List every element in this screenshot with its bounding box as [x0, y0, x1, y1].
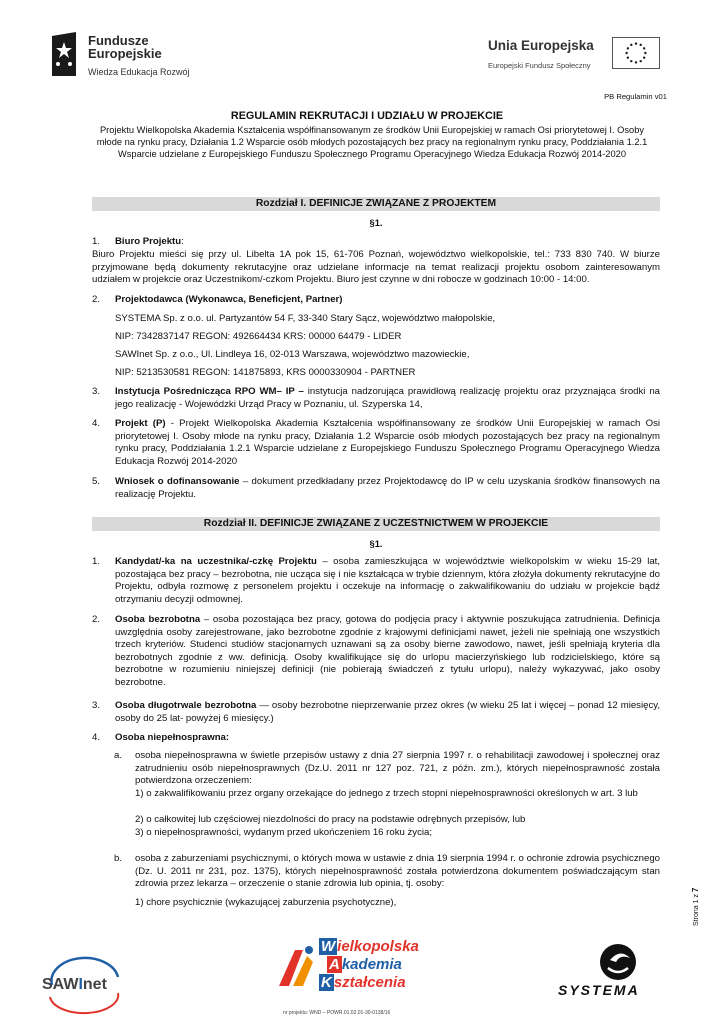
item-term: Instytucja Pośrednicząca RPO WM– IP – [115, 386, 304, 397]
item-text: instytucja nadzorująca prawidłową realizację projektu oraz przyznająca środki na jego realizację - Wojewódzki Urząd Pracy w Poznaniu, ul. Szyperska 14, [115, 386, 660, 410]
sawi-part-1: SAW [42, 976, 79, 993]
line-text: 1) chore psychicznie (wykazującej zaburzenia psychotyczne), [135, 897, 397, 908]
line-text: SAWInet Sp. z o.o., Ul. Lindleya 16, 02-013 Warszawa, województwo mazowieckie, [115, 349, 470, 360]
systema-wordmark: SYSTEMA [558, 982, 640, 998]
section1-heading: Rozdział I. DEFINICJE ZWIĄZANE Z PROJEKTEM [92, 197, 660, 211]
page-of: z [693, 894, 700, 898]
page-number: 1 [693, 899, 700, 904]
sawinet-logo [34, 955, 134, 1015]
section1-paragraph-mark: §1. [369, 218, 383, 228]
unia-europejska-logo [488, 40, 678, 80]
line-text: NIP: 7342837147 REGON: 492664434 KRS: 00000 64479 - LIDER [115, 331, 402, 342]
wak-a: A [329, 956, 340, 973]
wak-line-2 [319, 956, 419, 974]
item-number: 4. [92, 732, 101, 743]
wielkopolska-akademia-logo [273, 938, 453, 1008]
section2-heading: Rozdział II. DEFINICJE ZWIĄZANE Z UCZESTNICTWEM W PROJEKCIE [92, 517, 660, 531]
wak-w-rest: ielkopolska [337, 938, 419, 955]
item-number: 4. [92, 418, 101, 429]
systema-logo [550, 940, 685, 1002]
item-term: Osoba bezrobotna [115, 614, 201, 625]
fe-star-icon [48, 30, 80, 78]
item-number: 3. [92, 386, 101, 397]
sawi-part-3: net [82, 976, 107, 993]
item-text: - Projekt Wielkopolska Akademia Kształcenia współfinansowany ze środków Unii Europejskiej w ramach Osi priorytetowej I. Osoby młode na rynku pracy, Działania 1.2 Wsparcie osób młodych pozostających bez pracy na regionalnym rynku pracy, Poddziałania 1.2.1 Wsparcie udzielane z Europejskiego Funduszu Społecznego Programu Operacyjnego Wiedza Edukacja Rozwój 2014-2020 [115, 418, 660, 467]
item-term: Projektodawca (Wykonawca, Beneficjent, Partner) [115, 294, 343, 305]
fe-line1: Fundusze [88, 33, 149, 48]
document-title: REGULAMIN REKRUTACJI I UDZIAŁU W PROJEKCIE [230, 110, 504, 122]
item-number: 1. [92, 556, 101, 567]
item-text: – osoba pozostająca bez pracy, gotowa do podjęcia pracy i aktywnie poszukująca zatrudnienia. Definicja uwzględnia osoby zarejestrowane, jako bezrobotne zgodnie z krajowymi definicjami nawet, jeżeli nie spełniają one wszystkich trzech kryteriów. Studenci studiów stacjonarnych uznawani są za osoby bierne zawodowo, nawet, jeśli spełniają kryteria dla bezrobotnych zgodnie z ww. definicją. Osoby kwalifikujące się do urlopu macierzyńskiego lub rodzicielskiego, które są bezrobotne w rozumieniu niniejszej definicji (nie pobierają świadczeń z tytułu urlopu), należy wykazywać, jako osoby bezrobotne. [115, 614, 661, 688]
systema-mark-icon [550, 940, 685, 988]
wak-w: W [321, 938, 336, 955]
section1-item-1-text: Biuro Projektu mieści się przy ul. Libelta 1A pok 15, 61-706 Poznań, województwo wielkopolskie, tel.: 733 830 740. W biurze przyjmowane będą dokumenty rekrutacyjne oraz udzielane informacje na temat realizacji projektu osobom zainteresowanym udziałem w projekcie oraz Uczestnikom/-czkom Projektu. Biuro jest czynne w dni robocze w godzinach 10:00 - 14:00. [92, 249, 660, 286]
wak-line-3 [319, 974, 419, 992]
document-reference: PB Regulamin v01 [604, 92, 667, 101]
line-text: NIP: 5213530581 REGON: 141875893, KRS 0000330904 - PARTNER [115, 367, 416, 378]
project-number: nr projektu: WND – POWR.01.02.01-30-0138/16 [283, 1010, 391, 1016]
item-number: 2. [92, 294, 101, 305]
item-number: 5. [92, 476, 101, 487]
line-text: SYSTEMA Sp. z o.o. ul. Partyzantów 54 F, 33-340 Stary Sącz, województwo małopolskie, [115, 313, 496, 324]
document-subtitle: Projektu Wielkopolska Akademia Kształcenia współfinansowanym ze środków Unii Europejskiej w ramach Osi priorytetowej I. Osoby młode na rynku pracy, Działania 1.2 Wsparcie osób młodych pozostających bez pracy na regionalnym rynku pracy, Poddziałania 1.2.1 Wsparcie udzielane z Europejskiego Funduszu Społecznego Programu Operacyjnego Wiedza Edukacja Rozwój 2014-2020 [96, 125, 648, 160]
wak-a-rest: kademia [341, 956, 402, 973]
wak-k-rest: ształcenia [333, 974, 406, 991]
sawi-part-2: I [78, 976, 83, 993]
subitem-text: osoba niepełnosprawna w świetle przepisów ustawy z dnia 27 sierpnia 1997 r. o rehabilitacji zawodowej i społecznej oraz zatrudnieniu osób niepełnosprawnych (Dz.U. 2011 nr 127 poz. 721, z późn. zm.), których niepełnosprawność została potwierdzona orzeczeniem: [135, 750, 660, 787]
item-number: 3. [92, 700, 101, 711]
fe-title [88, 34, 162, 60]
subitem-letter: b. [114, 853, 123, 864]
wak-line-1 [319, 938, 419, 956]
item-number: 1. [92, 236, 101, 247]
item-term: Projekt (P) [115, 418, 166, 429]
subitem-letter: a. [114, 750, 123, 761]
item-term: Wniosek o dofinansowanie [115, 476, 240, 487]
eu-flag-icon [612, 37, 660, 69]
ue-title: Unia Europejska [488, 38, 594, 53]
item-term: Osoba niepełnosprawna: [115, 732, 230, 743]
ue-subtitle: Europejski Fundusz Społeczny [488, 61, 591, 70]
page-indicator [690, 888, 704, 926]
line-text: 2) o całkowitej lub częściowej niezdolności do pracy na podstawie odrębnych przepisów, lub [135, 814, 526, 825]
line-text: 1) o zakwalifikowaniu przez organy orzekające do jednego z trzech stopni niepełnosprawności określonych w art. 3 lub [135, 788, 638, 799]
fe-line2: Europejskie [88, 46, 162, 61]
item-text: — osoby bezrobotne nieprzerwanie przez okres (w wieku 25 lat i więcej – ponad 12 miesięcy, osoby do 25 lat- powyżej 6 miesięcy.) [115, 700, 660, 724]
wak-k: K [321, 974, 332, 991]
item-term: Kandydat/-ka na uczestnika/-czkę Projektu [115, 556, 317, 567]
item-colon: : [181, 236, 184, 247]
fundusze-europejskie-logo [48, 30, 208, 82]
item-term: Osoba długotrwale bezrobotna [115, 700, 257, 711]
item-text: – dokument przedkładany przez Projektodawcę do IP w celu uzyskania środków finansowych na realizację Projektu. [115, 476, 660, 500]
section2-paragraph-mark: §1. [369, 539, 383, 549]
page-label: Strona [693, 905, 700, 926]
page-total: 7 [691, 887, 700, 893]
line-text: 3) o niepełnosprawności, wydanym przed ukończeniem 16 roku życia; [135, 827, 433, 838]
item-text: – osoba zamieszkująca w województwie wielkopolskim w wieku 15-29 lat, pozostająca bez pracy – bezrobotna, nie ucząca się i nie kształcąca w trybie dziennym, która złożyła dokumenty rekrutacyjne do Projektu, odbyła rozmowę z personelem projektu i oczekuje na informację o zakwalifikowaniu do udziału w projekcie bądź otrzymaniu decyzji odmownej. [115, 556, 660, 605]
fe-tagline: Wiedza Edukacja Rozwój [88, 67, 190, 77]
wak-figure-icon [273, 942, 325, 990]
subitem-text: osoba z zaburzeniami psychicznymi, o których mowa w ustawie z dnia 19 sierpnia 1994 r. o ochronie zdrowia psychicznego (Dz. U. 2011 nr 231, poz. 1375), których niepełnosprawność została potwierdzona dokumentem poświadczającym stan zdrowia przez lekarza – orzeczenie o stanie zdrowia lub opinia, tj. osoby: [135, 853, 660, 890]
item-term: Biuro Projektu [115, 236, 182, 247]
item-number: 2. [92, 614, 101, 625]
